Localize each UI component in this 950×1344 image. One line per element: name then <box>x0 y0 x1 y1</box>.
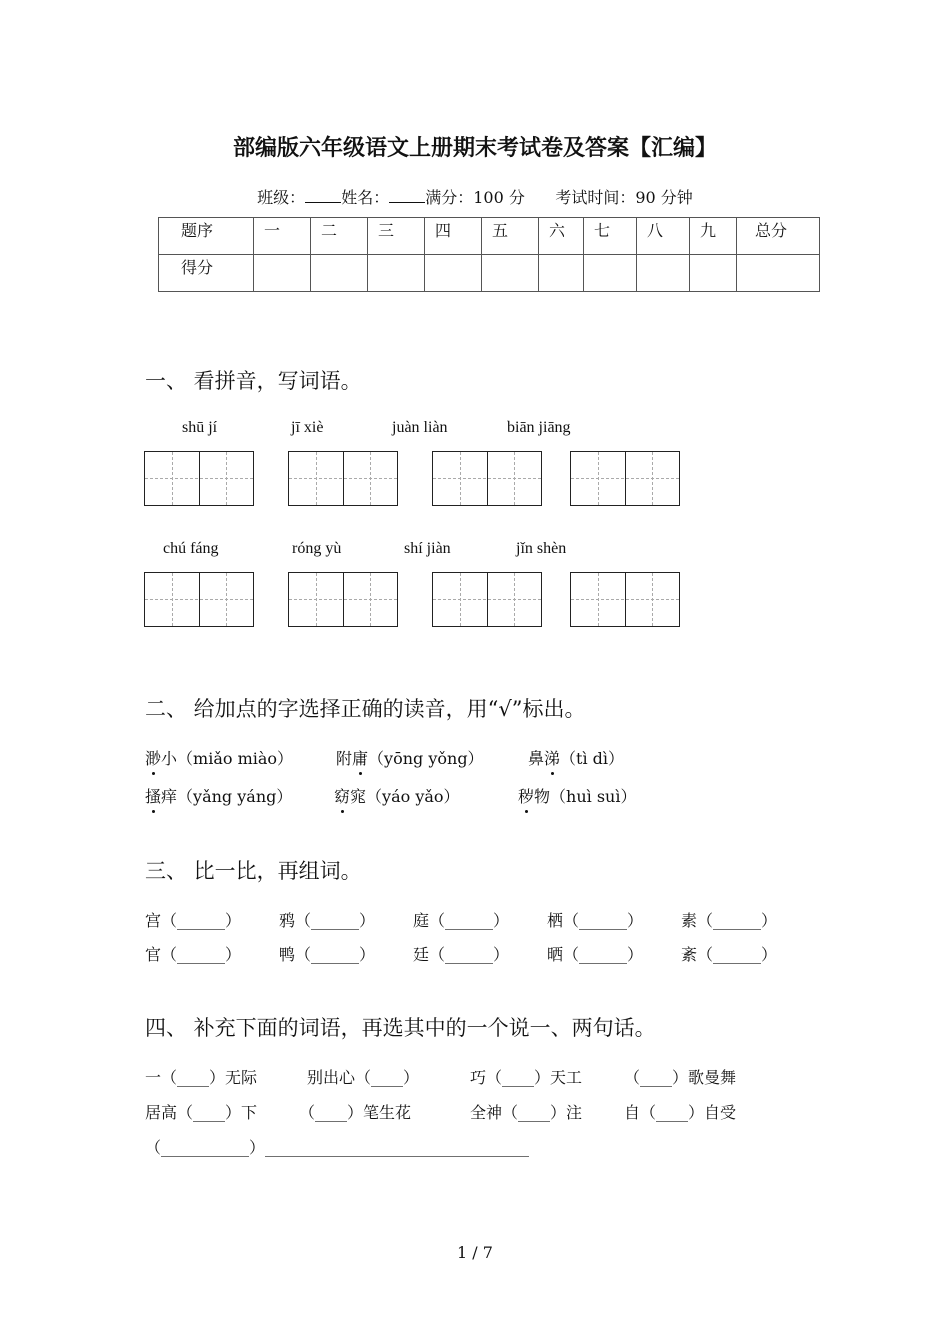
pinyin-label: biān jiāng <box>507 419 571 436</box>
compare-item[interactable]: 官（______） <box>145 945 242 964</box>
item-char: 附 <box>336 749 353 768</box>
score-row <box>159 255 820 292</box>
score-table <box>158 217 820 292</box>
dotted-char: 秽 <box>518 784 534 807</box>
compare-item[interactable]: 鸦（______） <box>279 911 376 930</box>
score-header-row <box>159 218 820 255</box>
score-cell[interactable] <box>482 255 539 292</box>
section-3-title: 三、 比一比，再组词。 <box>145 859 362 883</box>
reading-item[interactable] <box>518 784 636 807</box>
writing-grid[interactable] <box>570 572 680 627</box>
compare-item[interactable]: 紊（______） <box>681 945 778 964</box>
full-score: 满分：100 分 <box>425 188 525 207</box>
name-label: 姓名： <box>341 188 390 207</box>
section-4-title: 四、 补充下面的词语，再选其中的一个说一、两句话。 <box>145 1016 656 1040</box>
reading-item[interactable] <box>528 746 624 769</box>
compare-item[interactable]: 宫（______） <box>145 911 242 930</box>
score-header-cell: 四 <box>425 218 482 255</box>
writing-grid[interactable] <box>288 572 398 627</box>
score-header-cell: 三 <box>368 218 425 255</box>
name-blank[interactable] <box>389 188 425 203</box>
idiom-item[interactable]: 居高（____）下 <box>145 1103 258 1122</box>
pinyin-label: shí jiàn <box>404 540 451 557</box>
idiom-item[interactable]: 一（____）无际 <box>145 1068 258 1087</box>
reading-options: （yáo yǎo） <box>366 787 460 806</box>
dotted-char: 渺 <box>145 746 161 769</box>
pinyin-label: jǐn shèn <box>516 540 567 557</box>
pinyin-label: jī xiè <box>291 419 324 436</box>
score-cell[interactable] <box>539 255 584 292</box>
exam-info <box>0 185 950 208</box>
reading-item[interactable] <box>145 784 292 807</box>
item-char: 鼻 <box>528 749 545 768</box>
score-header-cell: 六 <box>539 218 584 255</box>
pinyin-label: róng yù <box>292 540 342 557</box>
score-header-cell: 一 <box>254 218 311 255</box>
item-char: 痒 <box>161 787 178 806</box>
reading-options: （huì suì） <box>550 787 637 806</box>
score-header-cell: 二 <box>311 218 368 255</box>
score-header-cell: 七 <box>584 218 637 255</box>
score-header-cell: 总分 <box>737 218 820 255</box>
score-header-cell: 题序 <box>159 218 254 255</box>
page-number: 1 / 7 <box>457 1243 493 1262</box>
pinyin-label: chú fáng <box>163 540 219 557</box>
compare-item[interactable]: 庭（______） <box>413 911 510 930</box>
dotted-char: 庸 <box>352 746 368 769</box>
reading-item[interactable] <box>334 784 460 807</box>
item-char: 物 <box>534 787 551 806</box>
score-cell[interactable] <box>690 255 737 292</box>
idiom-item[interactable]: （____）笔生花 <box>299 1103 412 1122</box>
score-header-cell: 八 <box>637 218 690 255</box>
section-2-title: 二、 给加点的字选择正确的读音，用“√”标出。 <box>145 697 586 721</box>
writing-grid[interactable] <box>432 572 542 627</box>
score-header-cell: 九 <box>690 218 737 255</box>
score-header-cell: 五 <box>482 218 539 255</box>
score-row-label: 得分 <box>159 255 254 292</box>
reading-options: （tì dì） <box>560 749 625 768</box>
pinyin-label: shū jí <box>182 419 218 436</box>
compare-item[interactable]: 鸭（______） <box>279 945 376 964</box>
compare-item[interactable]: 廷（______） <box>413 945 510 964</box>
writing-grid[interactable] <box>288 451 398 506</box>
score-cell[interactable] <box>584 255 637 292</box>
reading-options: （yǎng yáng） <box>177 787 293 806</box>
section-1-title: 一、 看拼音，写词语。 <box>145 369 362 393</box>
page-title: 部编版六年级语文上册期末考试卷及答案【汇编】 <box>232 135 717 161</box>
exam-time: 考试时间：90 分钟 <box>555 188 693 207</box>
idiom-item[interactable]: 别出心（____） <box>307 1068 420 1087</box>
score-cell[interactable] <box>311 255 368 292</box>
dotted-char: 搔 <box>145 784 161 807</box>
idiom-item[interactable]: （____）歌曼舞 <box>624 1068 737 1087</box>
compare-item[interactable]: 晒（______） <box>547 945 644 964</box>
compare-item[interactable]: 栖（______） <box>547 911 644 930</box>
reading-item[interactable] <box>145 746 293 769</box>
compare-item[interactable]: 素（______） <box>681 911 778 930</box>
writing-grid[interactable] <box>432 451 542 506</box>
score-cell[interactable] <box>737 255 820 292</box>
score-cell[interactable] <box>425 255 482 292</box>
score-cell[interactable] <box>637 255 690 292</box>
writing-grid[interactable] <box>144 451 254 506</box>
idiom-item[interactable]: 巧（____）天工 <box>470 1068 583 1087</box>
item-char: 窕 <box>350 787 367 806</box>
score-cell[interactable] <box>254 255 311 292</box>
writing-grid[interactable] <box>144 572 254 627</box>
dotted-char: 涕 <box>544 746 560 769</box>
idiom-item[interactable]: 全神（____）注 <box>470 1103 583 1122</box>
class-label: 班级： <box>257 188 306 207</box>
score-cell[interactable] <box>368 255 425 292</box>
class-blank[interactable] <box>305 188 341 203</box>
pinyin-label: juàn liàn <box>392 419 448 436</box>
reading-options: （miǎo miào） <box>177 749 294 768</box>
idiom-item[interactable]: 自（____）自受 <box>624 1103 737 1122</box>
dotted-char: 窈 <box>334 784 350 807</box>
reading-item[interactable] <box>336 746 484 769</box>
writing-grid[interactable] <box>570 451 680 506</box>
sentence-answer-line[interactable]: （___________）_________________________________ <box>145 1138 530 1157</box>
item-char: 小 <box>161 749 178 768</box>
reading-options: （yōng yǒng） <box>368 749 484 768</box>
